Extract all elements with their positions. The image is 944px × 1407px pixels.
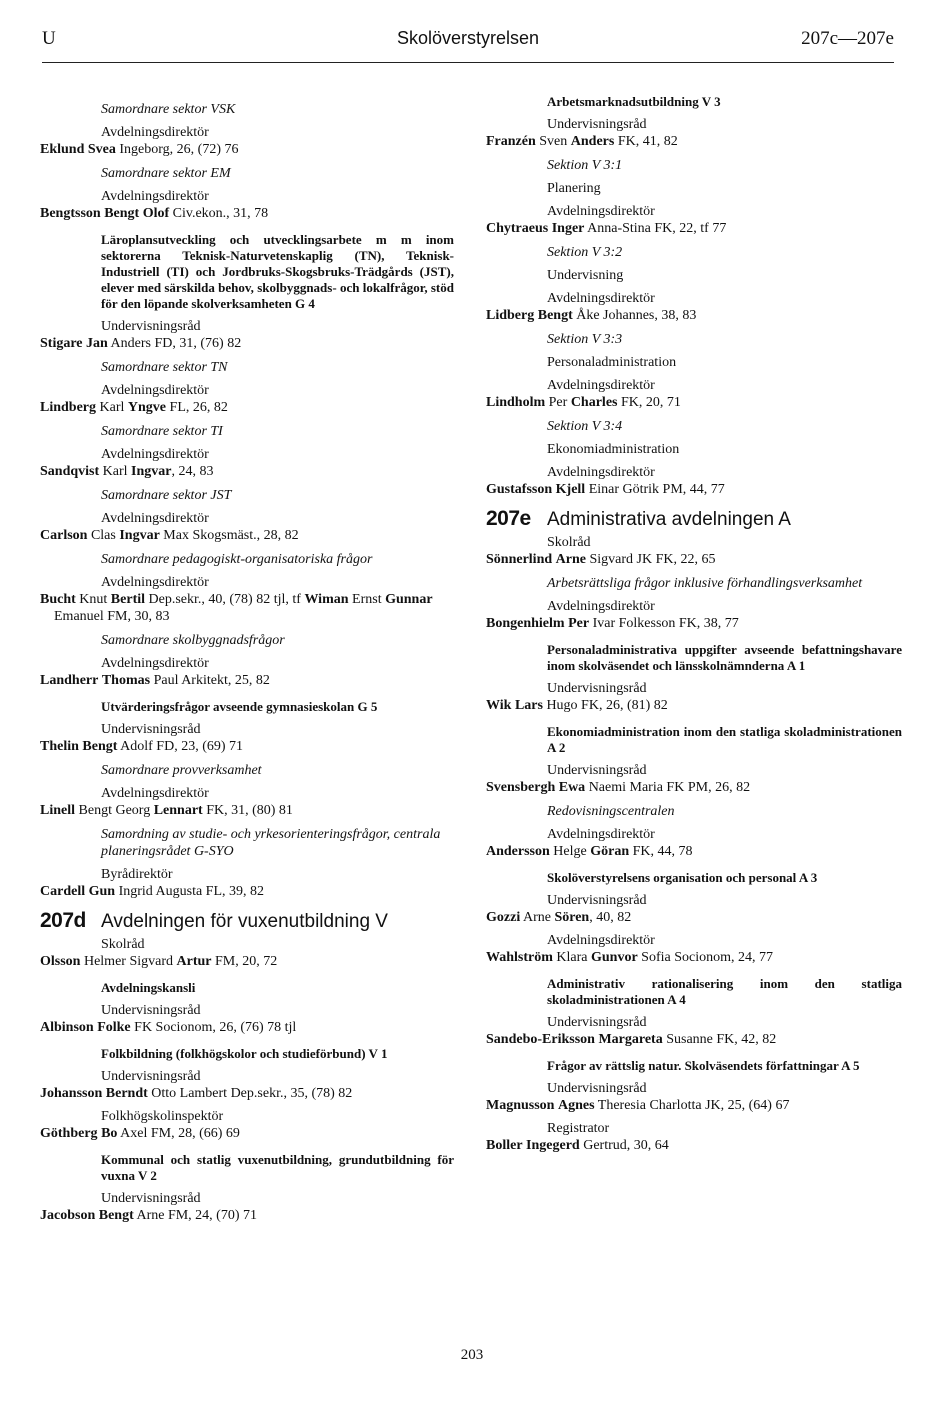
person-details: Gertrud, 30, 64 bbox=[579, 1138, 669, 1153]
unit-heading: Samordnare pedagogiskt-organisatoriska frågor bbox=[101, 552, 373, 567]
surname: Göthberg bbox=[40, 1126, 98, 1141]
person-entry bbox=[486, 697, 902, 714]
unit-heading: Sektion V 3:2 bbox=[547, 245, 623, 260]
department-heading: Administrativ rationalisering inom den statliga skoladministrationen A 4 bbox=[547, 976, 902, 1007]
calling-name: Berndt bbox=[105, 1086, 148, 1101]
calling-name: Agnes bbox=[557, 1098, 595, 1113]
calling-name: Margareta bbox=[598, 1032, 663, 1047]
person-details: Axel FM, 28, (66) 69 bbox=[117, 1126, 240, 1141]
calling-name: Göran bbox=[590, 844, 630, 859]
calling-name: Gunvor bbox=[590, 950, 638, 965]
position-title: Undervisningsråd bbox=[547, 1081, 647, 1096]
department-heading: Utvärderingsfrågor avseende gymnasieskolan G 5 bbox=[101, 699, 378, 714]
surname: Olsson bbox=[40, 954, 81, 969]
person-entry bbox=[40, 141, 454, 158]
person-details: Ingeborg, 26, (72) 76 bbox=[115, 142, 239, 157]
person-entry bbox=[486, 1137, 902, 1154]
person-entry bbox=[40, 1125, 454, 1142]
given-names: Bengt Georg bbox=[78, 803, 154, 818]
calling-name: Gun bbox=[88, 884, 116, 899]
surname: Lindholm bbox=[486, 395, 546, 410]
person-details: Theresia Charlotta JK, 25, (64) 67 bbox=[594, 1098, 790, 1113]
calling-name: Lennart bbox=[153, 803, 203, 818]
unit-heading: Samordnare sektor EM bbox=[101, 166, 231, 181]
section-number: 207e bbox=[486, 507, 531, 530]
person-entry bbox=[486, 843, 902, 860]
person-entry bbox=[486, 481, 902, 498]
position-title: Avdelningsdirektör bbox=[547, 599, 655, 614]
department-heading: Folkbildning (folkhögskolor och studieförbund) V 1 bbox=[101, 1046, 388, 1061]
person-details: Susanne FK, 42, 82 bbox=[662, 1032, 777, 1047]
position-title: Avdelningsdirektör bbox=[101, 125, 209, 140]
position-title: Avdelningsdirektör bbox=[547, 465, 655, 480]
calling-name: Kjell bbox=[555, 482, 586, 497]
person-entry: Bucht Knut Bertil Dep.sekr., 40, (78) 82 tjl, tf Wiman Ernst Gunnar Emanuel FM, 30, 83 bbox=[40, 592, 433, 624]
position-title: Undervisningsråd bbox=[547, 681, 647, 696]
person-entry bbox=[486, 909, 902, 926]
position-title: Avdelningsdirektör bbox=[101, 189, 209, 204]
unit-heading: Arbetsrättsliga frågor inklusive förhandlingsverksamhet bbox=[547, 576, 863, 591]
unit-heading: Redovisningscentralen bbox=[547, 804, 675, 819]
person-details: Hugo FK, 26, (81) 82 bbox=[542, 698, 668, 713]
person-entry bbox=[486, 551, 902, 568]
position-title: Avdelningsdirektör bbox=[101, 511, 209, 526]
unit-heading: Sektion V 3:4 bbox=[547, 419, 623, 434]
position-title: Ekonomiadministration bbox=[547, 442, 680, 457]
position-title: Avdelningsdirektör bbox=[101, 656, 209, 671]
surname: Wahlström bbox=[486, 950, 553, 965]
calling-name: Per bbox=[568, 616, 590, 631]
department-heading: Skolöverstyrelsens organisation och personal A 3 bbox=[547, 870, 818, 885]
person-details: FK Socionom, 26, (76) 78 tjl bbox=[130, 1020, 297, 1035]
calling-name: Bengt bbox=[537, 308, 573, 323]
calling-name: Ewa bbox=[558, 780, 586, 795]
unit-heading: Samordning av studie- och yrkesorienteringsfrågor, centrala planeringsrådet G-SYO bbox=[101, 827, 441, 859]
right-column bbox=[486, 94, 902, 1154]
position-title: Undervisningsråd bbox=[101, 1069, 201, 1084]
calling-name: Arne bbox=[555, 552, 586, 567]
position-title: Skolråd bbox=[547, 535, 591, 550]
person-entry bbox=[486, 615, 902, 632]
department-heading: Ekonomiadministration inom den statliga skoladministrationen A 2 bbox=[547, 724, 902, 755]
surname: Jacobson bbox=[40, 1208, 96, 1223]
person-details: , 24, 83 bbox=[171, 464, 214, 479]
surname: Stigare bbox=[40, 336, 83, 351]
page-number: 203 bbox=[460, 1347, 484, 1363]
given-names: Klara bbox=[556, 950, 591, 965]
person-details: FM, 20, 72 bbox=[211, 954, 278, 969]
surname: Magnusson bbox=[486, 1098, 555, 1113]
calling-name: Anders bbox=[570, 134, 615, 149]
position-title: Avdelningsdirektör bbox=[547, 204, 655, 219]
person-details: Max Skogsmäst., 28, 82 bbox=[159, 528, 299, 543]
person-entry bbox=[486, 1031, 902, 1048]
header-letter: U bbox=[42, 28, 56, 49]
unit-heading: Samordnare provverksamhet bbox=[101, 763, 262, 778]
person-details: FK, 41, 82 bbox=[614, 134, 678, 149]
header-rule bbox=[42, 62, 894, 63]
calling-name: Ingvar bbox=[119, 528, 160, 543]
surname: Boller bbox=[486, 1138, 523, 1153]
unit-heading: Samordnare skolbyggnadsfrågor bbox=[101, 633, 285, 648]
person-details: Åke Johannes, 38, 83 bbox=[572, 308, 697, 323]
person-details: Civ.ekon., 31, 78 bbox=[169, 206, 269, 221]
person-entry bbox=[40, 1019, 454, 1036]
calling-name: Bengt bbox=[82, 739, 118, 754]
surname: Gozzi bbox=[486, 910, 521, 925]
calling-name: Folke bbox=[97, 1020, 131, 1035]
person-entry bbox=[40, 463, 454, 480]
position-title: Avdelningsdirektör bbox=[101, 383, 209, 398]
given-names: Helmer Sigvard bbox=[83, 954, 177, 969]
surname: Johansson bbox=[40, 1086, 103, 1101]
section-heading bbox=[40, 909, 454, 932]
calling-name: Ingegerd bbox=[526, 1138, 580, 1153]
person-details: , 40, 82 bbox=[589, 910, 632, 925]
person-details: Ivar Folkesson FK, 38, 77 bbox=[589, 616, 739, 631]
calling-name: Yngve bbox=[127, 400, 167, 415]
calling-name: Sören bbox=[554, 910, 590, 925]
surname: Gustafsson bbox=[486, 482, 553, 497]
surname: Linell bbox=[40, 803, 76, 818]
person-details: Otto Lambert Dep.sekr., 35, (78) 82 bbox=[147, 1086, 353, 1101]
department-heading: Arbetsmarknadsutbildning V 3 bbox=[547, 94, 721, 109]
position-title: Avdelningsdirektör bbox=[547, 378, 655, 393]
calling-name: Bo bbox=[101, 1126, 118, 1141]
section-heading bbox=[486, 507, 902, 530]
department-heading: Läroplansutveckling och utvecklingsarbete m m inom sektorerna Teknisk-Naturvetenskaplig (TN), Teknisk-Industriell (TI) och Jordbruks-Skogsbruks-Trädgårds (JST), elever med särskilda behov, skolbyggnads- och lokalfrågor, stöd för den löpande skolverksamheten G 4 bbox=[101, 232, 454, 311]
surname: Franzén bbox=[486, 134, 536, 149]
surname: Bongenhielm bbox=[486, 616, 565, 631]
person-details: Sigvard JK FK, 22, 65 bbox=[585, 552, 716, 567]
person-entry bbox=[40, 1085, 454, 1102]
surname: Thelin bbox=[40, 739, 79, 754]
calling-name: Bengt Olof bbox=[104, 206, 170, 221]
section-title: Administrativa avdelningen A bbox=[547, 509, 791, 530]
header-title: Skolöverstyrelsen bbox=[396, 28, 540, 48]
surname: Wik bbox=[486, 698, 512, 713]
department-heading: Kommunal och statlig vuxenutbildning, grundutbildning för vuxna V 2 bbox=[101, 1152, 454, 1183]
unit-heading: Samordnare sektor TN bbox=[101, 360, 228, 375]
person-details: Anna-Stina FK, 22, tf 77 bbox=[584, 221, 727, 236]
position-title: Avdelningsdirektör bbox=[101, 447, 209, 462]
department-heading: Avdelningskansli bbox=[101, 980, 196, 995]
calling-name: Lars bbox=[514, 698, 543, 713]
person-details: Ingrid Augusta FL, 39, 82 bbox=[115, 884, 265, 899]
person-details: Adolf FD, 23, (69) 71 bbox=[117, 739, 244, 754]
person-entry bbox=[40, 883, 454, 900]
given-names: Arne bbox=[522, 910, 555, 925]
position-title: Folkhögskolinspektör bbox=[101, 1109, 224, 1124]
surname: Sönnerlind bbox=[486, 552, 553, 567]
surname: Lindberg bbox=[40, 400, 97, 415]
left-column bbox=[40, 94, 454, 1224]
person-details: FK, 44, 78 bbox=[629, 844, 693, 859]
surname: Andersson bbox=[486, 844, 550, 859]
position-title: Undervisningsråd bbox=[101, 1003, 201, 1018]
person-entry bbox=[40, 399, 454, 416]
person-entry bbox=[40, 802, 454, 819]
position-title: Undervisningsråd bbox=[547, 117, 647, 132]
given-names: Per bbox=[548, 395, 571, 410]
person-entry bbox=[486, 779, 902, 796]
given-names: Sven bbox=[539, 134, 571, 149]
person-entry bbox=[40, 205, 454, 222]
calling-name: Inger bbox=[551, 221, 585, 236]
position-title: Avdelningsdirektör bbox=[101, 575, 209, 590]
person-details: Paul Arkitekt, 25, 82 bbox=[150, 673, 270, 688]
department-heading: Personaladministrativa uppgifter avseende befattningshavare inom skolväsendet och länsskolnämnderna A 1 bbox=[547, 642, 902, 673]
position-title: Personaladministration bbox=[547, 355, 677, 370]
calling-name: Ingvar bbox=[131, 464, 172, 479]
section-number: 207d bbox=[40, 909, 86, 932]
surname: Landherr bbox=[40, 673, 99, 688]
surname: Albinson bbox=[40, 1020, 94, 1035]
person-entry bbox=[486, 394, 902, 411]
surname: Carlson bbox=[40, 528, 88, 543]
calling-name: Jan bbox=[86, 336, 108, 351]
given-names: Karl bbox=[102, 464, 132, 479]
person-details: Arne FM, 24, (70) 71 bbox=[133, 1208, 258, 1223]
person-details: FK, 20, 71 bbox=[617, 395, 681, 410]
given-names: Helge bbox=[553, 844, 591, 859]
unit-heading: Sektion V 3:1 bbox=[547, 158, 623, 173]
person-entry bbox=[486, 220, 902, 237]
person-details: Anders FD, 31, (76) 82 bbox=[107, 336, 242, 351]
given-names: Karl bbox=[99, 400, 128, 415]
surname: Bengtsson bbox=[40, 206, 101, 221]
surname: Lidberg bbox=[486, 308, 535, 323]
position-title: Avdelningsdirektör bbox=[547, 827, 655, 842]
position-title: Undervisningsråd bbox=[547, 893, 647, 908]
unit-heading: Samordnare sektor JST bbox=[101, 488, 232, 503]
position-title: Undervisningsråd bbox=[101, 722, 201, 737]
person-entry bbox=[486, 307, 902, 324]
position-title: Undervisningsråd bbox=[101, 1191, 201, 1206]
position-title: Avdelningsdirektör bbox=[101, 786, 209, 801]
unit-heading: Samordnare sektor VSK bbox=[101, 102, 236, 117]
surname: Chytraeus bbox=[486, 221, 549, 236]
person-details: FL, 26, 82 bbox=[166, 400, 228, 415]
position-title: Undervisning bbox=[547, 268, 624, 283]
header-section-range: 207c—207e bbox=[801, 28, 894, 49]
person-entry bbox=[486, 949, 902, 966]
surname: Svensbergh bbox=[486, 780, 556, 795]
person-entry bbox=[40, 527, 454, 544]
position-title: Undervisningsråd bbox=[547, 763, 647, 778]
person-details: Sofia Socionom, 24, 77 bbox=[637, 950, 774, 965]
position-title: Undervisningsråd bbox=[101, 319, 201, 334]
person-details: FK, 31, (80) 81 bbox=[202, 803, 293, 818]
position-title: Registrator bbox=[547, 1121, 610, 1136]
person-entry bbox=[40, 738, 454, 755]
department-heading: Frågor av rättslig natur. Skolväsendets författningar A 5 bbox=[547, 1058, 860, 1073]
person-details: Naemi Maria FK PM, 26, 82 bbox=[585, 780, 751, 795]
surname: Cardell bbox=[40, 884, 86, 899]
person-entry bbox=[40, 953, 454, 970]
unit-heading: Sektion V 3:3 bbox=[547, 332, 623, 347]
person-entry bbox=[40, 1207, 454, 1224]
person-entry bbox=[40, 335, 454, 352]
calling-name: Thomas bbox=[101, 673, 151, 688]
position-title: Planering bbox=[547, 181, 601, 196]
calling-name: Svea bbox=[87, 142, 116, 157]
surname: Sandebo-Eriksson bbox=[486, 1032, 595, 1047]
surname: Sandqvist bbox=[40, 464, 100, 479]
position-title: Undervisningsråd bbox=[547, 1015, 647, 1030]
person-entry bbox=[486, 1097, 902, 1114]
person-entry bbox=[40, 672, 454, 689]
section-title: Avdelningen för vuxenutbildning V bbox=[101, 911, 388, 932]
unit-heading: Samordnare sektor TI bbox=[101, 424, 223, 439]
position-title: Avdelningsdirektör bbox=[547, 291, 655, 306]
position-title: Avdelningsdirektör bbox=[547, 933, 655, 948]
position-title: Byrådirektör bbox=[101, 867, 173, 882]
person-details: Einar Götrik PM, 44, 77 bbox=[585, 482, 725, 497]
calling-name: Artur bbox=[176, 954, 212, 969]
given-names: Clas bbox=[90, 528, 120, 543]
position-title: Skolråd bbox=[101, 937, 145, 952]
surname: Eklund bbox=[40, 142, 85, 157]
page-header bbox=[42, 28, 894, 54]
person-entry bbox=[486, 133, 902, 150]
calling-name: Charles bbox=[570, 395, 618, 410]
calling-name: Bengt bbox=[98, 1208, 134, 1223]
